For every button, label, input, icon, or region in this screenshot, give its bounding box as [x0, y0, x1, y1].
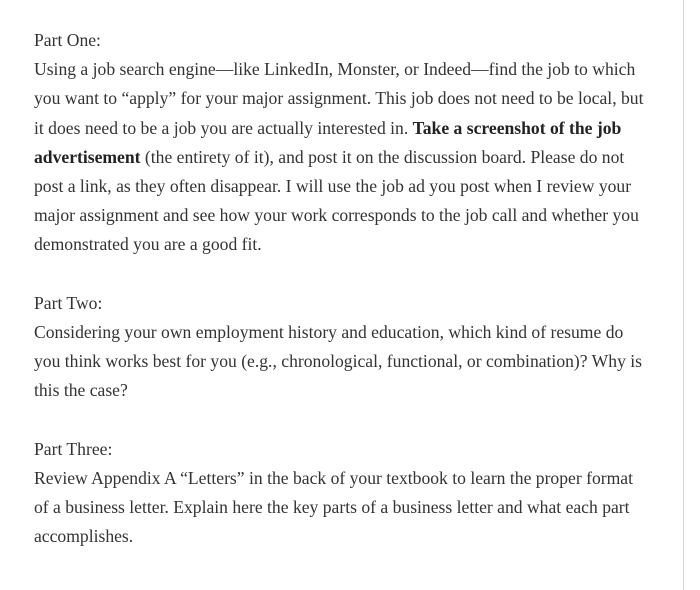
- part-one-bold-instruction: Take a screenshot of the job advertisement: [34, 117, 622, 167]
- part-three-paragraph: Review Appendix A “Letters” in the back of your textbook to learn the proper format of a business letter. Explain here the key parts of a business letter and what each part accomplishes.: [34, 468, 633, 547]
- part-one-section: [34, 26, 650, 260]
- part-three-section: [34, 435, 650, 552]
- part-two-paragraph: Considering your own employment history and education, which kind of resume do you think works best for you (e.g., chronological, functional, or combination)? Why is this the case?: [34, 322, 642, 401]
- part-one-paragraph: [34, 55, 650, 259]
- part-two-section: [34, 289, 650, 406]
- part-one-heading: Part One:: [34, 30, 101, 50]
- document-body: [34, 26, 650, 552]
- part-two-heading: Part Two:: [34, 292, 103, 313]
- part-one-text-after: (the entirety of it), and post it on the discussion board. Please do not post a link, as they often disappear. I will use the job ad you post when I review your major assignment and see how your work corresponds to the job call and whether you demonstrated you are a good fit.: [34, 146, 639, 255]
- part-three-heading: Part Three:: [34, 438, 113, 459]
- part-one-text-before: Using a job search engine—like LinkedIn, Monster, or Indeed—find the job to which you want to “apply” for your major assignment. This job does not need to be local, but it does need to be a job you are actually interested in.: [34, 59, 644, 138]
